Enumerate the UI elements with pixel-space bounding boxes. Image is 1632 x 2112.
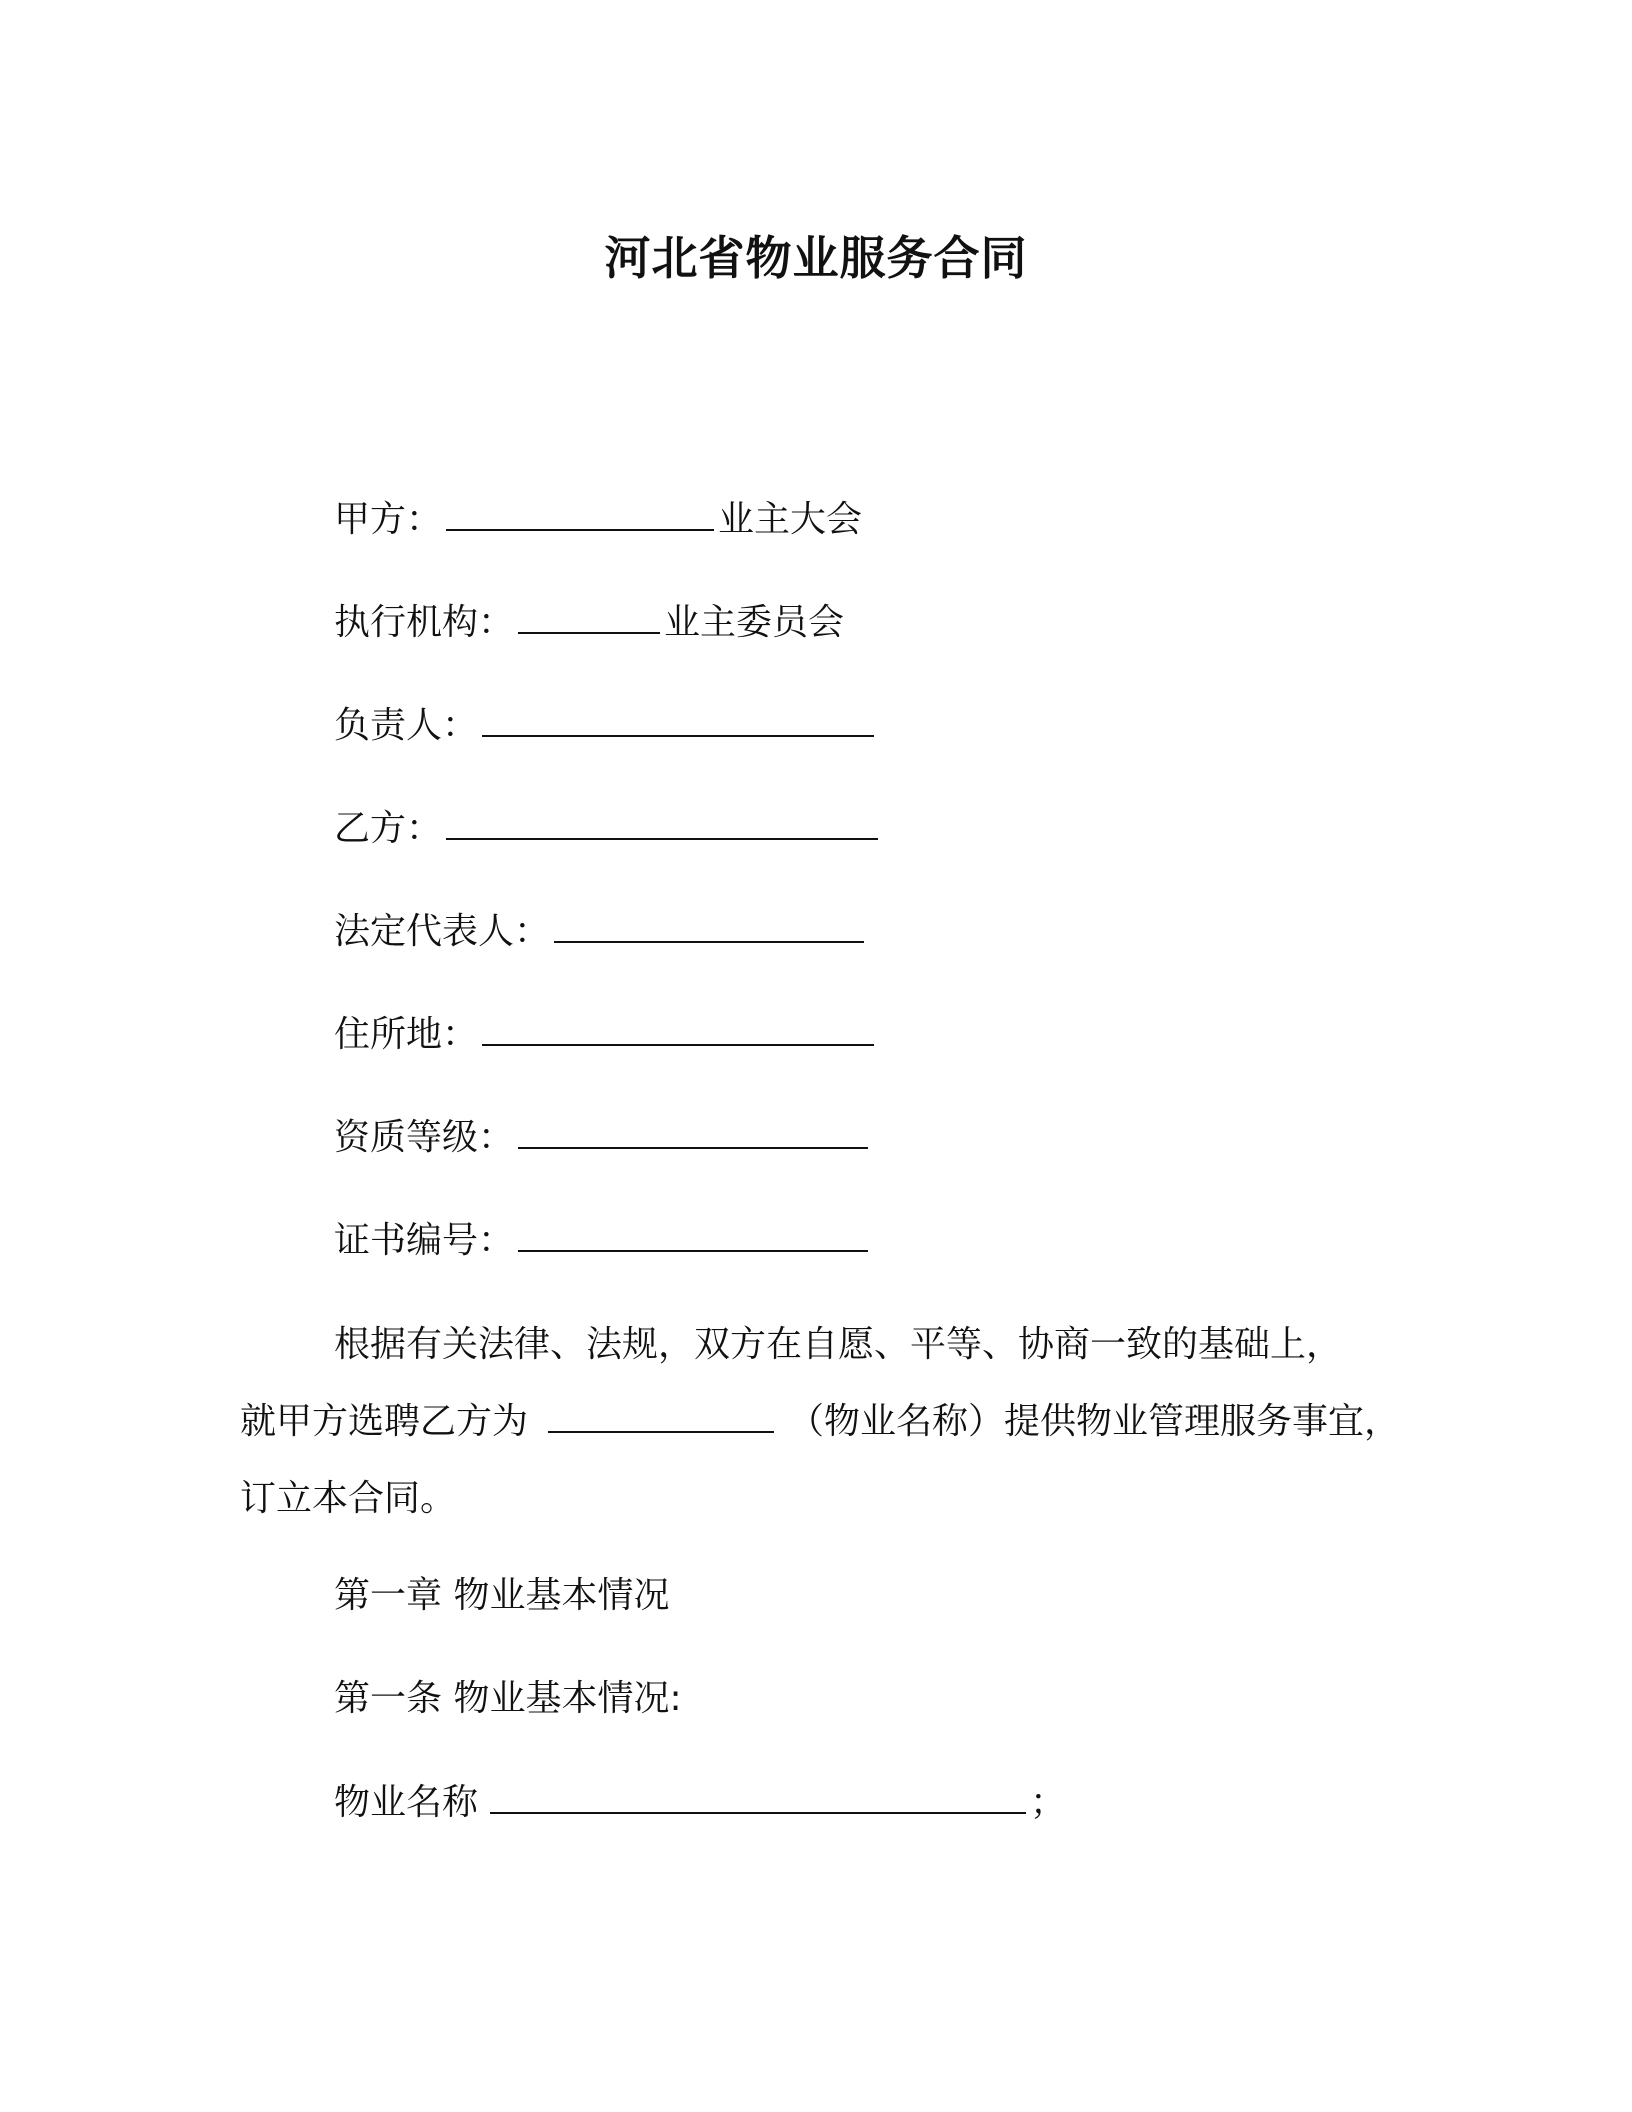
responsible-line <box>334 701 878 750</box>
property-name-inline-blank[interactable] <box>548 1397 774 1433</box>
intro-line-3 <box>240 1460 1410 1537</box>
legal-rep-line <box>334 907 868 956</box>
party-b-label: 乙方： <box>334 808 443 849</box>
document-title: 河北省物业服务合同 <box>604 231 1028 285</box>
responsible-blank[interactable] <box>482 701 874 737</box>
party-a-label: 甲方： <box>334 499 443 540</box>
qualification-line <box>334 1113 872 1162</box>
certificate-label: 证书编号： <box>334 1220 515 1261</box>
responsible-label: 负责人： <box>334 705 479 746</box>
property-name-line <box>334 1778 1066 1827</box>
party-b-line <box>334 804 882 853</box>
chapter-1-heading: 第一章 物业基本情况 <box>334 1575 670 1616</box>
intro-line-2-prefix: 就甲方选聘乙方为 <box>240 1401 529 1442</box>
address-blank[interactable] <box>482 1010 874 1046</box>
qualification-blank[interactable] <box>518 1113 868 1149</box>
intro-line-2 <box>240 1383 1410 1460</box>
intro-line-2-suffix: （物业名称）提供物业管理服务事宜， <box>788 1401 1401 1442</box>
property-name-end: ； <box>1030 1782 1067 1823</box>
certificate-blank[interactable] <box>518 1216 868 1252</box>
intro-paragraph <box>240 1306 1410 1537</box>
party-a-suffix: 业主大会 <box>718 499 863 540</box>
property-name-label: 物业名称 <box>334 1782 479 1823</box>
intro-line-1 <box>240 1306 1410 1383</box>
address-line <box>334 1010 878 1059</box>
intro-line-1-text: 根据有关法律、法规，双方在自愿、平等、协商一致的基础上， <box>334 1324 1343 1365</box>
exec-org-label: 执行机构： <box>334 602 515 643</box>
legal-rep-label: 法定代表人： <box>334 911 551 952</box>
party-b-blank[interactable] <box>446 804 878 840</box>
certificate-line <box>334 1216 872 1265</box>
property-name-blank[interactable] <box>490 1778 1026 1814</box>
qualification-label: 资质等级： <box>334 1117 515 1158</box>
article-1-heading: 第一条 物业基本情况: <box>334 1678 682 1719</box>
party-a-line <box>334 495 862 544</box>
exec-org-suffix: 业主委员会 <box>664 602 845 643</box>
address-label: 住所地： <box>334 1014 479 1055</box>
party-a-blank[interactable] <box>446 495 714 531</box>
legal-rep-blank[interactable] <box>554 907 864 943</box>
exec-org-blank[interactable] <box>518 598 660 634</box>
exec-org-line <box>334 598 844 647</box>
intro-line-3-text: 订立本合同。 <box>240 1478 457 1519</box>
